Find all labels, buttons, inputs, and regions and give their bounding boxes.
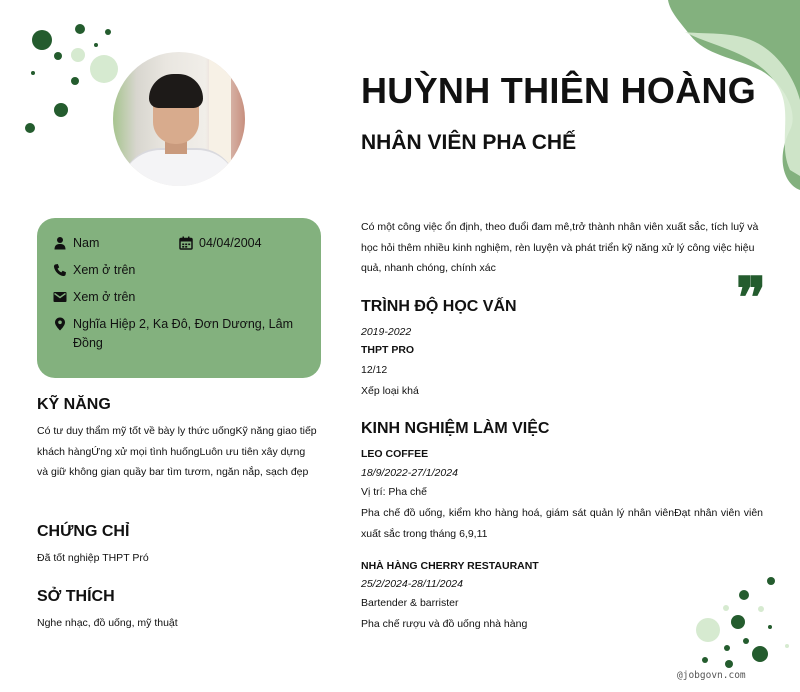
email-row xyxy=(53,288,303,307)
address-row xyxy=(53,315,305,353)
experience-heading: KINH NGHIỆM LÀM VIỆC xyxy=(361,420,550,437)
certificates-text: Đã tốt nghiệp THPT Pró xyxy=(37,552,149,564)
phone-icon xyxy=(53,263,67,277)
address-value: Nghĩa Hiệp 2, Ka Đô, Đơn Dương, Lâm Đồng xyxy=(73,317,294,350)
profile-photo xyxy=(113,52,245,186)
job-role: Bartender & barrister xyxy=(361,597,459,609)
calendar-icon xyxy=(179,236,193,250)
job-company: LEO COFFEE xyxy=(361,448,429,460)
skills-heading: KỸ NĂNG xyxy=(37,396,111,413)
quote-mark-icon: ❞ xyxy=(736,265,767,331)
birthdate-value: 04/04/2004 xyxy=(199,236,262,250)
job-period: 18/9/2022-27/1/2024 xyxy=(361,467,458,479)
gender-row xyxy=(53,234,183,253)
hobbies-text: Nghe nhạc, đồ uống, mỹ thuật xyxy=(37,617,178,629)
job-description: Pha chế đồ uống, kiểm kho hàng hoá, giám sát quản lý nhân viênĐạt nhân viên viên xuất sắc trong tháng 6,9,11 xyxy=(361,507,763,540)
full-name: HUỲNH THIÊN HOÀNG xyxy=(361,70,757,111)
email-value: Xem ở trên xyxy=(73,290,136,304)
gender-value: Nam xyxy=(73,236,100,250)
education-grade: 12/12 xyxy=(361,364,388,376)
job-period: 25/2/2024-28/11/2024 xyxy=(361,578,463,590)
envelope-icon xyxy=(53,290,67,304)
education-school: THPT PRO xyxy=(361,344,415,356)
birthdate-row xyxy=(179,234,309,253)
phone-value: Xem ở trên xyxy=(73,263,136,277)
phone-row xyxy=(53,261,303,280)
skills-text: Có tư duy thẩm mỹ tốt về bày ly thức uốngKỹ năng giao tiếp khách hàngỨng xử mọi tình huốngLuôn ưu tiên xây dựng và giữ không gian quầy bar tìm tươm, ngăn nắp, sạch đẹp xyxy=(37,425,317,478)
person-icon xyxy=(53,236,67,250)
photo-hair xyxy=(149,74,203,108)
footer-watermark: @jobgovn.com xyxy=(677,670,746,681)
hobbies-heading: SỞ THÍCH xyxy=(37,588,115,605)
contact-box xyxy=(37,218,321,378)
education-rank: Xếp loại khá xyxy=(361,385,419,397)
location-pin-icon xyxy=(53,317,67,331)
job-company: NHÀ HÀNG CHERRY RESTAURANT xyxy=(361,560,539,572)
certificates-heading: CHỨNG CHỈ xyxy=(37,523,130,540)
job-role: Vị trí: Pha chế xyxy=(361,486,427,498)
career-objective: Có một công việc ổn định, theo đuổi đam mê,trở thành nhân viên xuất sắc, tích luỹ và học hỏi thêm nhiều kinh nghiệm, rèn luyện và phát triển kỹ năng xử lý công việc hiệu quả, nhanh chóng, chính xác xyxy=(361,221,759,274)
education-period: 2019-2022 xyxy=(361,326,412,338)
education-heading: TRÌNH ĐỘ HỌC VẤN xyxy=(361,298,517,315)
job-title: NHÂN VIÊN PHA CHẾ xyxy=(361,131,577,154)
job-description: Pha chế rượu và đồ uống nhà hàng xyxy=(361,618,528,630)
